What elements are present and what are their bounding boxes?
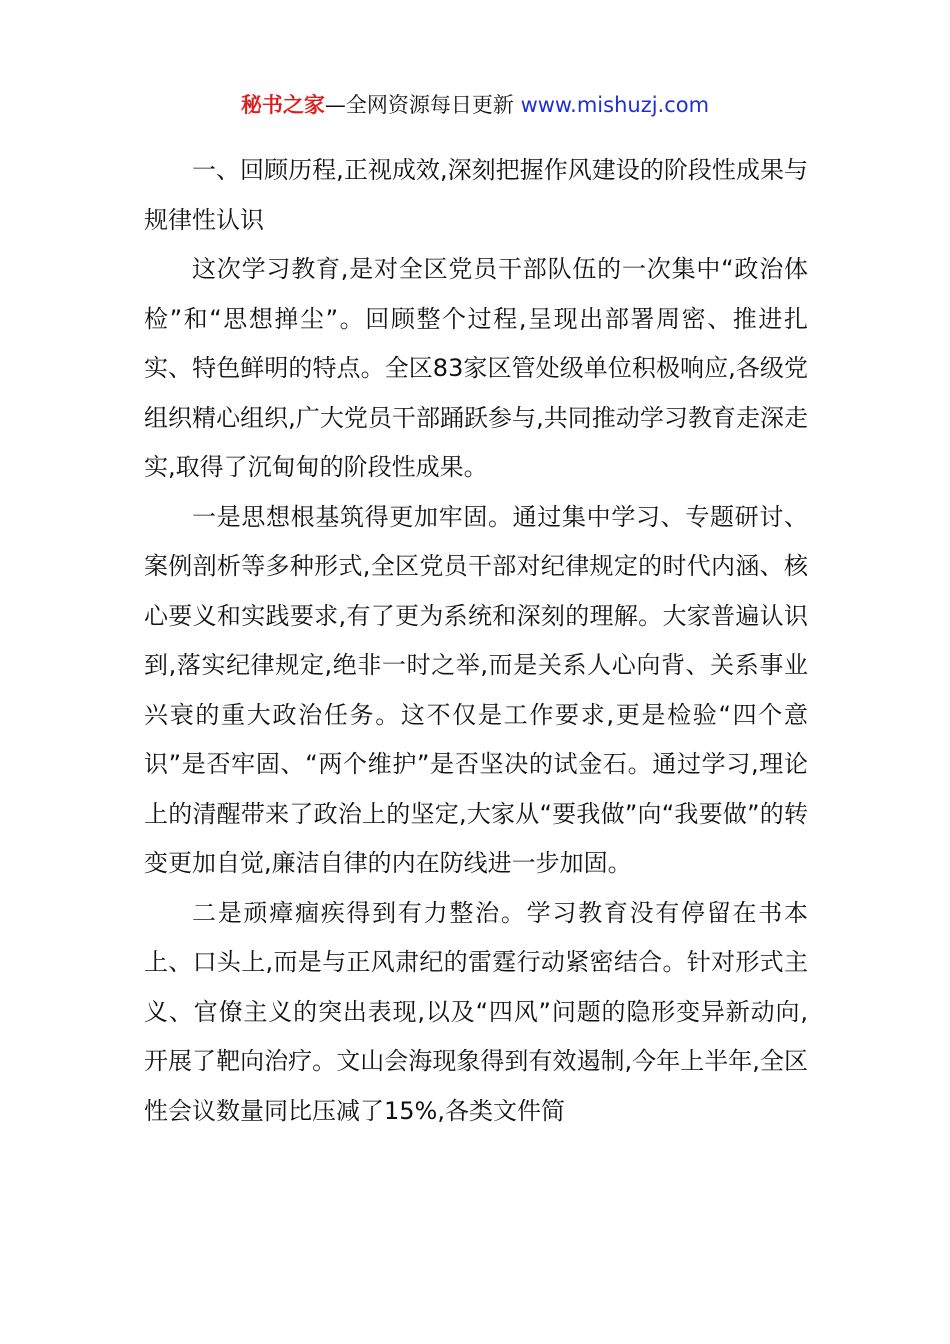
paragraph-point-two: 二是顽瘴痼疾得到有力整治。学习教育没有停留在书本上、口头上,而是与正风肃纪的雷霆行动紧密结合。针对形式主义、官僚主义的突出表现,以及“四风”问题的隐形变异新动向,开展了靶向治疗。文山会海现象得到有效遏制,今年上半年,全区性会议数量同比压减了15%,各类文件简: [144, 898, 808, 1125]
section-heading: 一、回顾历程,正视成效,深刻把握作风建设的阶段性成果与规律性认识: [144, 156, 808, 234]
site-header: [0, 88, 950, 122]
site-tagline: —全网资源每日更新: [324, 93, 514, 117]
site-brand: 秘书之家: [240, 93, 325, 117]
site-url-link[interactable]: www.mishuzj.com: [520, 93, 710, 117]
paragraph-overview: 这次学习教育,是对全区党员干部队伍的一次集中“政治体检”和“思想掸尘”。回顾整个过程,呈现出部署周密、推进扎实、特色鲜明的特点。全区83家区管处级单位积极响应,各级党组织精心组织,广大党员干部踊跃参与,共同推动学习教育走深走实,取得了沉甸甸的阶段性成果。: [144, 255, 808, 481]
paragraph-point-one: 一是思想根基筑得更加牢固。通过集中学习、专题研讨、案例剖析等多种形式,全区党员干部对纪律规定的时代内涵、核心要义和实践要求,有了更为系统和深刻的理解。大家普遍认识到,落实纪律规定,绝非一时之举,而是关系人心向背、关系事业兴衰的重大政治任务。这不仅是工作要求,更是检验“四个意识”是否牢固、“两个维护”是否坚决的试金石。通过学习,理论上的清醒带来了政治上的坚定,大家从“要我做”向“我要做”的转变更加自觉,廉洁自律的内在防线进一步加固。: [144, 502, 808, 877]
document-body: [144, 146, 808, 1136]
